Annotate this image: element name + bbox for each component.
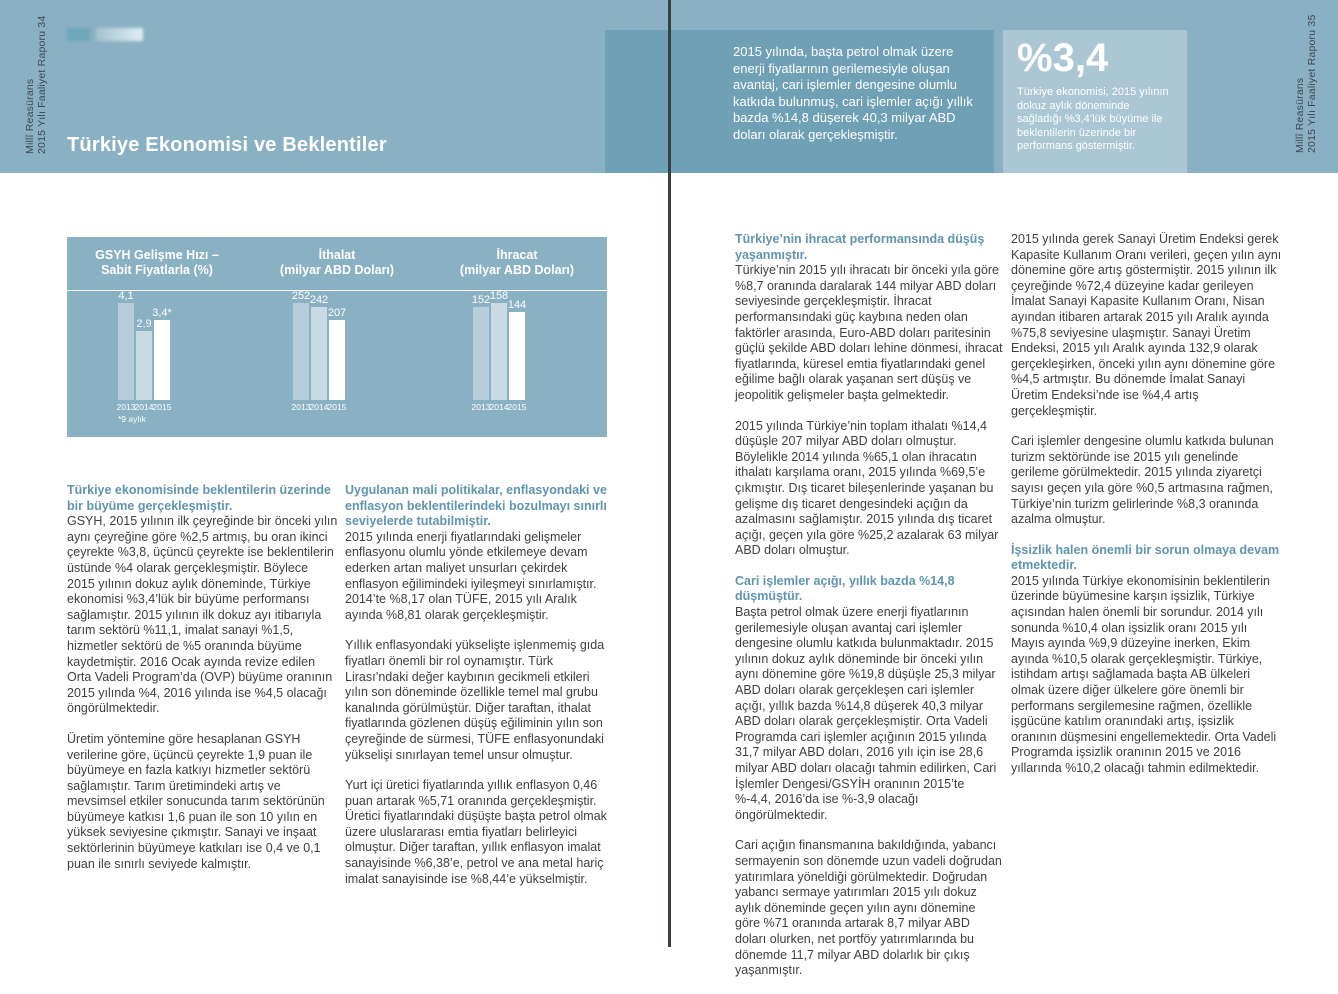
bar-year-label: 2014	[134, 402, 154, 412]
paragraph: Üretim yöntemine göre hesaplanan GSYH verilerine göre, üçüncü çeyrekte 1,9 puan ile büyümeye en fazla katkıyı hizmetler sektörü sağlamıştır. Tarım üretimindeki artış ve mevsimsel etkiler sonucunda tarım sektörünün büyümeye katkısı 1,6 puan ile son 10 yılın en yüksek seviyesine çıkmıştır. Sanayi ve inşaat sektörlerinin büyümeye katkıları ise 0,4 ve 0,1 puan ile sınırlı seviyede kalmıştır.	[67, 731, 325, 871]
bar-2014	[309, 294, 329, 412]
bar-2013	[471, 294, 491, 412]
bar-chart-ithalat	[291, 290, 347, 412]
bar-chart-gsyh	[116, 290, 172, 424]
paragraph: 2015 yılında Türkiye’nin toplam ithalatı %14,4 düşüşle 207 milyar ABD doları olmuştur. Böylelikle 2014 yılında %65,1 olan ihracatın ithalatı karşılama oranı, 2015 yılında %69,5’e çıkmıştır. Dış ticaret bileşenlerinde yaşanan bu gelişme dış ticaret dengesindeki açığın da azalmasını sağlamıştır. 2015 yılında dış ticaret açığı, geçen yıla göre %25,2 azalarak 63 milyar ABD doları olmuştur.	[735, 418, 999, 558]
bar-year-label: 2013	[471, 402, 491, 412]
paragraph: 2015 yılında gerek Sanayi Üretim Endeksi gerek Kapasite Kullanım Oranı verileri, geçen yılın aynı dönemine göre artış göstermiştir. 2015 yılının ilk çeyreğinde %72,4 düzeyine kadar gerileyen İmalat Sanayi Kapasite Kullanım Oranı, Nisan ayından itibaren artarak 2015 yılı Aralık ayında %75,8 seviyesine ulaşmıştır. Sanayi Üretim Endeksi, 2015 yılı Aralık ayında 132,9 olarak gerçekleşirken, önceki yılın aynı dönemine göre %4,5 artmıştır. Bu dönemde İmalat Sanayi Üretim Endeksi’nde ise %4,4 artış gerçekleşmiştir.	[1011, 232, 1282, 418]
right-edge-line2: 2015 Yılı Faaliyet Raporu 35	[1306, 14, 1318, 153]
chart-title-ithalat: İthalat (milyar ABD Doları)	[279, 248, 395, 277]
right-column-1	[735, 232, 1003, 994]
bar-2014	[134, 318, 154, 412]
chart-title-ihracat: İhracat (milyar ABD Doları)	[459, 248, 575, 277]
bar-year-label: 2014	[489, 402, 509, 412]
bar-2015	[507, 299, 527, 412]
paragraph: Cari açığın finansmanına bakıldığında, yabancı sermayenin son dönemde uzun vadeli doğrudan yatırımlara yöneldiği görülmektedir. Doğrudan yabancı sermaye yatırımları 2015 yılı dokuz aylık döneminde geçen yılın aynı dönemine göre %71 oranında artarak 8,7 milyar ABD doları olurken, net portföy yatırımlarında bu dönemde 11,7 milyar ABD dolarlık bir çıkış yaşanmıştır.	[735, 838, 1002, 978]
left-column-2	[345, 483, 615, 902]
paragraph: GSYH, 2015 yılının ilk çeyreğinde bir önceki yılın aynı çeyreğine göre %2,5 artmış, bu oran ikinci çeyrekte %3,8, üçüncü çeyrekte ise beklentilerin üstünde %4 olarak gerçekleşmiştir. Böylece 2015 yılının dokuz aylık döneminde, Türkiye ekonomisi %3,4’lük bir büyüme performansı sağlamıştır. 2015 yılının ilk dokuz ayı itibarıyla tarım sektörü %11,1, imalat sanayi %1,5, hizmetler sektörü de %5 oranında büyüme kaydetmiştir. 2016 Ocak ayında revize edilen Orta Vadeli Program’da (OVP) büyüme oranının 2015 yılında %4, 2016 yılında ise %4,5 olacağı öngörülmektedir.	[67, 514, 338, 716]
chart-headers-row	[67, 237, 607, 291]
left-column-1	[67, 483, 339, 887]
bar-year-label: 2013	[116, 402, 136, 412]
paragraph: Cari işlemler dengesine olumlu katkıda bulunan turizm sektöründe ise 2015 yılı genelinde gerileme görülmektedir. 2015 yılında ziyaretçi sayısı geçen yıla göre %0,5 artmasına rağmen, Türkiye’nin turizm gelirlerinde %8,3 oranında azalma olmuştur.	[1011, 434, 1274, 527]
page-spine-divider	[668, 0, 671, 947]
company-logo-blurred	[67, 28, 143, 41]
left-edge-line1: Millî Reasürans	[24, 78, 36, 154]
growth-callout-box	[1003, 30, 1187, 173]
bar-value-label: 144	[507, 299, 527, 311]
bar-year-label: 2015	[507, 402, 527, 412]
growth-callout-number: %3,4	[1017, 36, 1109, 80]
right-edge-line1: Millî Reasürans	[1294, 77, 1306, 153]
paragraph: Yıllık enflasyondaki yükselişte işlenmemiş gıda fiyatları önemli bir rol oynamıştır. Türk Lirası’ndaki değer kaybının gecikmeli etkileri yılın son döneminde özellikle temel mal grubu kanalında görülmüştür. Diğer taraftan, ithalat fiyatlarında gözlenen düşüş eğiliminin yılın son çeyreğinde de sürmesi, TÜFE enflasyonundaki yükselişi sınırlayan temel unsur olmuştur.	[345, 638, 605, 762]
bar-value-label: 152	[471, 294, 491, 306]
paragraph: 2015 yılında enerji fiyatlarındaki gelişmeler enflasyonu olumlu yönde etkilemeye devam ederken artan maliyet unsurları çekirdek enflasyon eğilimindeki iyileşmeyi sınırlamıştır. 2014’te %8,17 olan TÜFE, 2015 yılı Aralık ayında %8,81 olarak gerçekleşmiştir.	[345, 529, 597, 622]
bar-value-label: 4,1	[118, 290, 134, 302]
paragraph: Türkiye’nin 2015 yılı ihracatı bir önceki yıla göre %8,7 oranında daralarak 144 milyar ABD doları seviyesinde gerçekleşmiştir. İhracat performansındaki güç kaybına neden olan faktörler arasında, Euro-ABD doları paritesinin güçlü şekilde ABD doları lehine dönmesi, ihracat fiyatlarında, küresel emtia fiyatlarındaki genel eğilime bağlı olarak yaşanan sert düşüş ve jeopolitik gelişmeler başta gelmektedir.	[735, 263, 1003, 402]
bar-2015	[327, 307, 347, 412]
bar-value-label: 207	[327, 307, 347, 319]
logo-wordmark	[96, 28, 143, 41]
section-heading-inflation: Uygulanan mali politikalar, enflasyondaki ve enflasyon beklentilerindeki bozulmayı sınırlı seviyelerde tutabilmiştir.	[345, 483, 607, 529]
section-heading-growth: Türkiye ekonomisinde beklentilerin üzerinde bir büyüme gerçekleşmiştir.	[67, 483, 331, 513]
bar-2015	[152, 307, 172, 412]
bar-2014	[489, 290, 509, 412]
paragraph: Başta petrol olmak üzere enerji fiyatlarının gerilemesiyle oluşan avantaj cari işlemler dengesine olumlu katkıda bulunmaktadır. 2015 yılının dokuz aylık döneminde bir önceki yılın aynı dönemine göre %19,8 düşüşle 25,3 milyar ABD doları olarak gerçekleşen cari işlemler açığı, yıllık bazda %14,8 düşerek 40,3 milyar ABD doları olarak gerçekleşmiştir. Orta Vadeli Programda cari işlemler açığının 2015 yılında 31,7 milyar ABD doları, 2016 yılı için ise 28,6 milyar ABD doları olacağı tahmin edilirken, Cari İşlemler Dengesi/GSYİH oranının 2015’te %-4,4, 2016’da ise %-3,9 olacağı öngörülmektedir.	[735, 605, 997, 822]
highlight-quote-box	[605, 30, 994, 173]
page-title: Türkiye Ekonomisi ve Beklentiler	[67, 134, 387, 156]
bar-year-label: 2013	[291, 402, 311, 412]
left-edge-line2: 2015 Yılı Faaliyet Raporu 34	[36, 15, 48, 154]
section-heading-export: Türkiye’nin ihracat performansında düşüş yaşanmıştır.	[735, 232, 985, 262]
bar-value-label: 2,9	[136, 318, 152, 330]
economy-charts-panel	[67, 237, 607, 437]
left-page-edge-label	[24, 16, 48, 155]
bar-chart-ihracat	[471, 290, 527, 412]
bar-value-label: 3,4*	[152, 307, 172, 319]
paragraph: Yurt içi üretici fiyatlarında yıllık enflasyon 0,46 puan artarak %5,71 oranında gerçekleşmiştir. Üretici fiyatlarındaki düşüşte başta petrol olmak üzere uluslararası emtia fiyatları belirleyici olmuştur. Diğer taraftan, yıllık enflasyon imalat sanayisinde %6,38’e, petrol ve ana metal hariç imalat sanayisinde ise %8,44’e yükselmiştir.	[345, 778, 607, 886]
bar-year-label: 2015	[327, 402, 347, 412]
chart-title-gsyh: GSYH Gelişme Hızı – Sabit Fiyatlarla (%)	[95, 248, 219, 277]
bar-2013	[291, 290, 311, 412]
chart-footnote: *9 aylık	[118, 414, 146, 424]
highlight-quote-text: 2015 yılında, başta petrol olmak üzere enerji fiyatlarının gerilemesiyle oluşan avantaj, cari işlemler dengesine olumlu katkıda bulunmuş, cari işlemler açığı yıllık bazda %14,8 düşerek 40,3 milyar ABD doları olarak gerçekleşmiştir.	[733, 44, 973, 142]
right-page-edge-label	[1294, 15, 1318, 154]
bar-2013	[116, 290, 136, 412]
bar-value-label: 158	[489, 290, 509, 302]
section-heading-current-account: Cari işlemler açığı, yıllık bazda %14,8 düşmüştür.	[735, 573, 955, 604]
growth-callout-text: Türkiye ekonomisi, 2015 yılının dokuz aylık döneminde sağladığı %3,4’lük büyüme ile beklentilerin üzerinde bir performans göstermiştir.	[1017, 86, 1169, 153]
bar-value-label: 252	[291, 290, 311, 302]
section-heading-unemployment: İşsizlik halen önemli bir sorun olmaya devam etmektedir.	[1011, 542, 1280, 573]
right-column-2	[1011, 232, 1283, 792]
logo-mark	[67, 28, 90, 41]
bar-value-label: 242	[309, 294, 329, 306]
paragraph: 2015 yılında Türkiye ekonomisinin beklentilerin üzerinde büyümesine karşın işsizlik, Türkiye açısından halen önemli bir sorundur. 2014 yılı sonunda %10,4 olan işsizlik oranı 2015 yılı Mayıs ayında %9,9 düzeyine inerken, Ekim ayında %10,5 olarak gerçekleşmiştir. Türkiye, istihdam artışı sağlamada başta AB ülkeleri olmak üzere diğer ülkelere göre önemli bir performans sergilemesine rağmen, özellikle işgücüne katılım oranındaki artış, işsizlik oranının düşmesini engellemektedir. Orta Vadeli Programda işsizlik oranının 2015 ve 2016 yıllarında %10,2 olacağı tahmin edilmektedir.	[1011, 573, 1277, 775]
bar-year-label: 2014	[309, 402, 329, 412]
bar-year-label: 2015	[152, 402, 172, 412]
